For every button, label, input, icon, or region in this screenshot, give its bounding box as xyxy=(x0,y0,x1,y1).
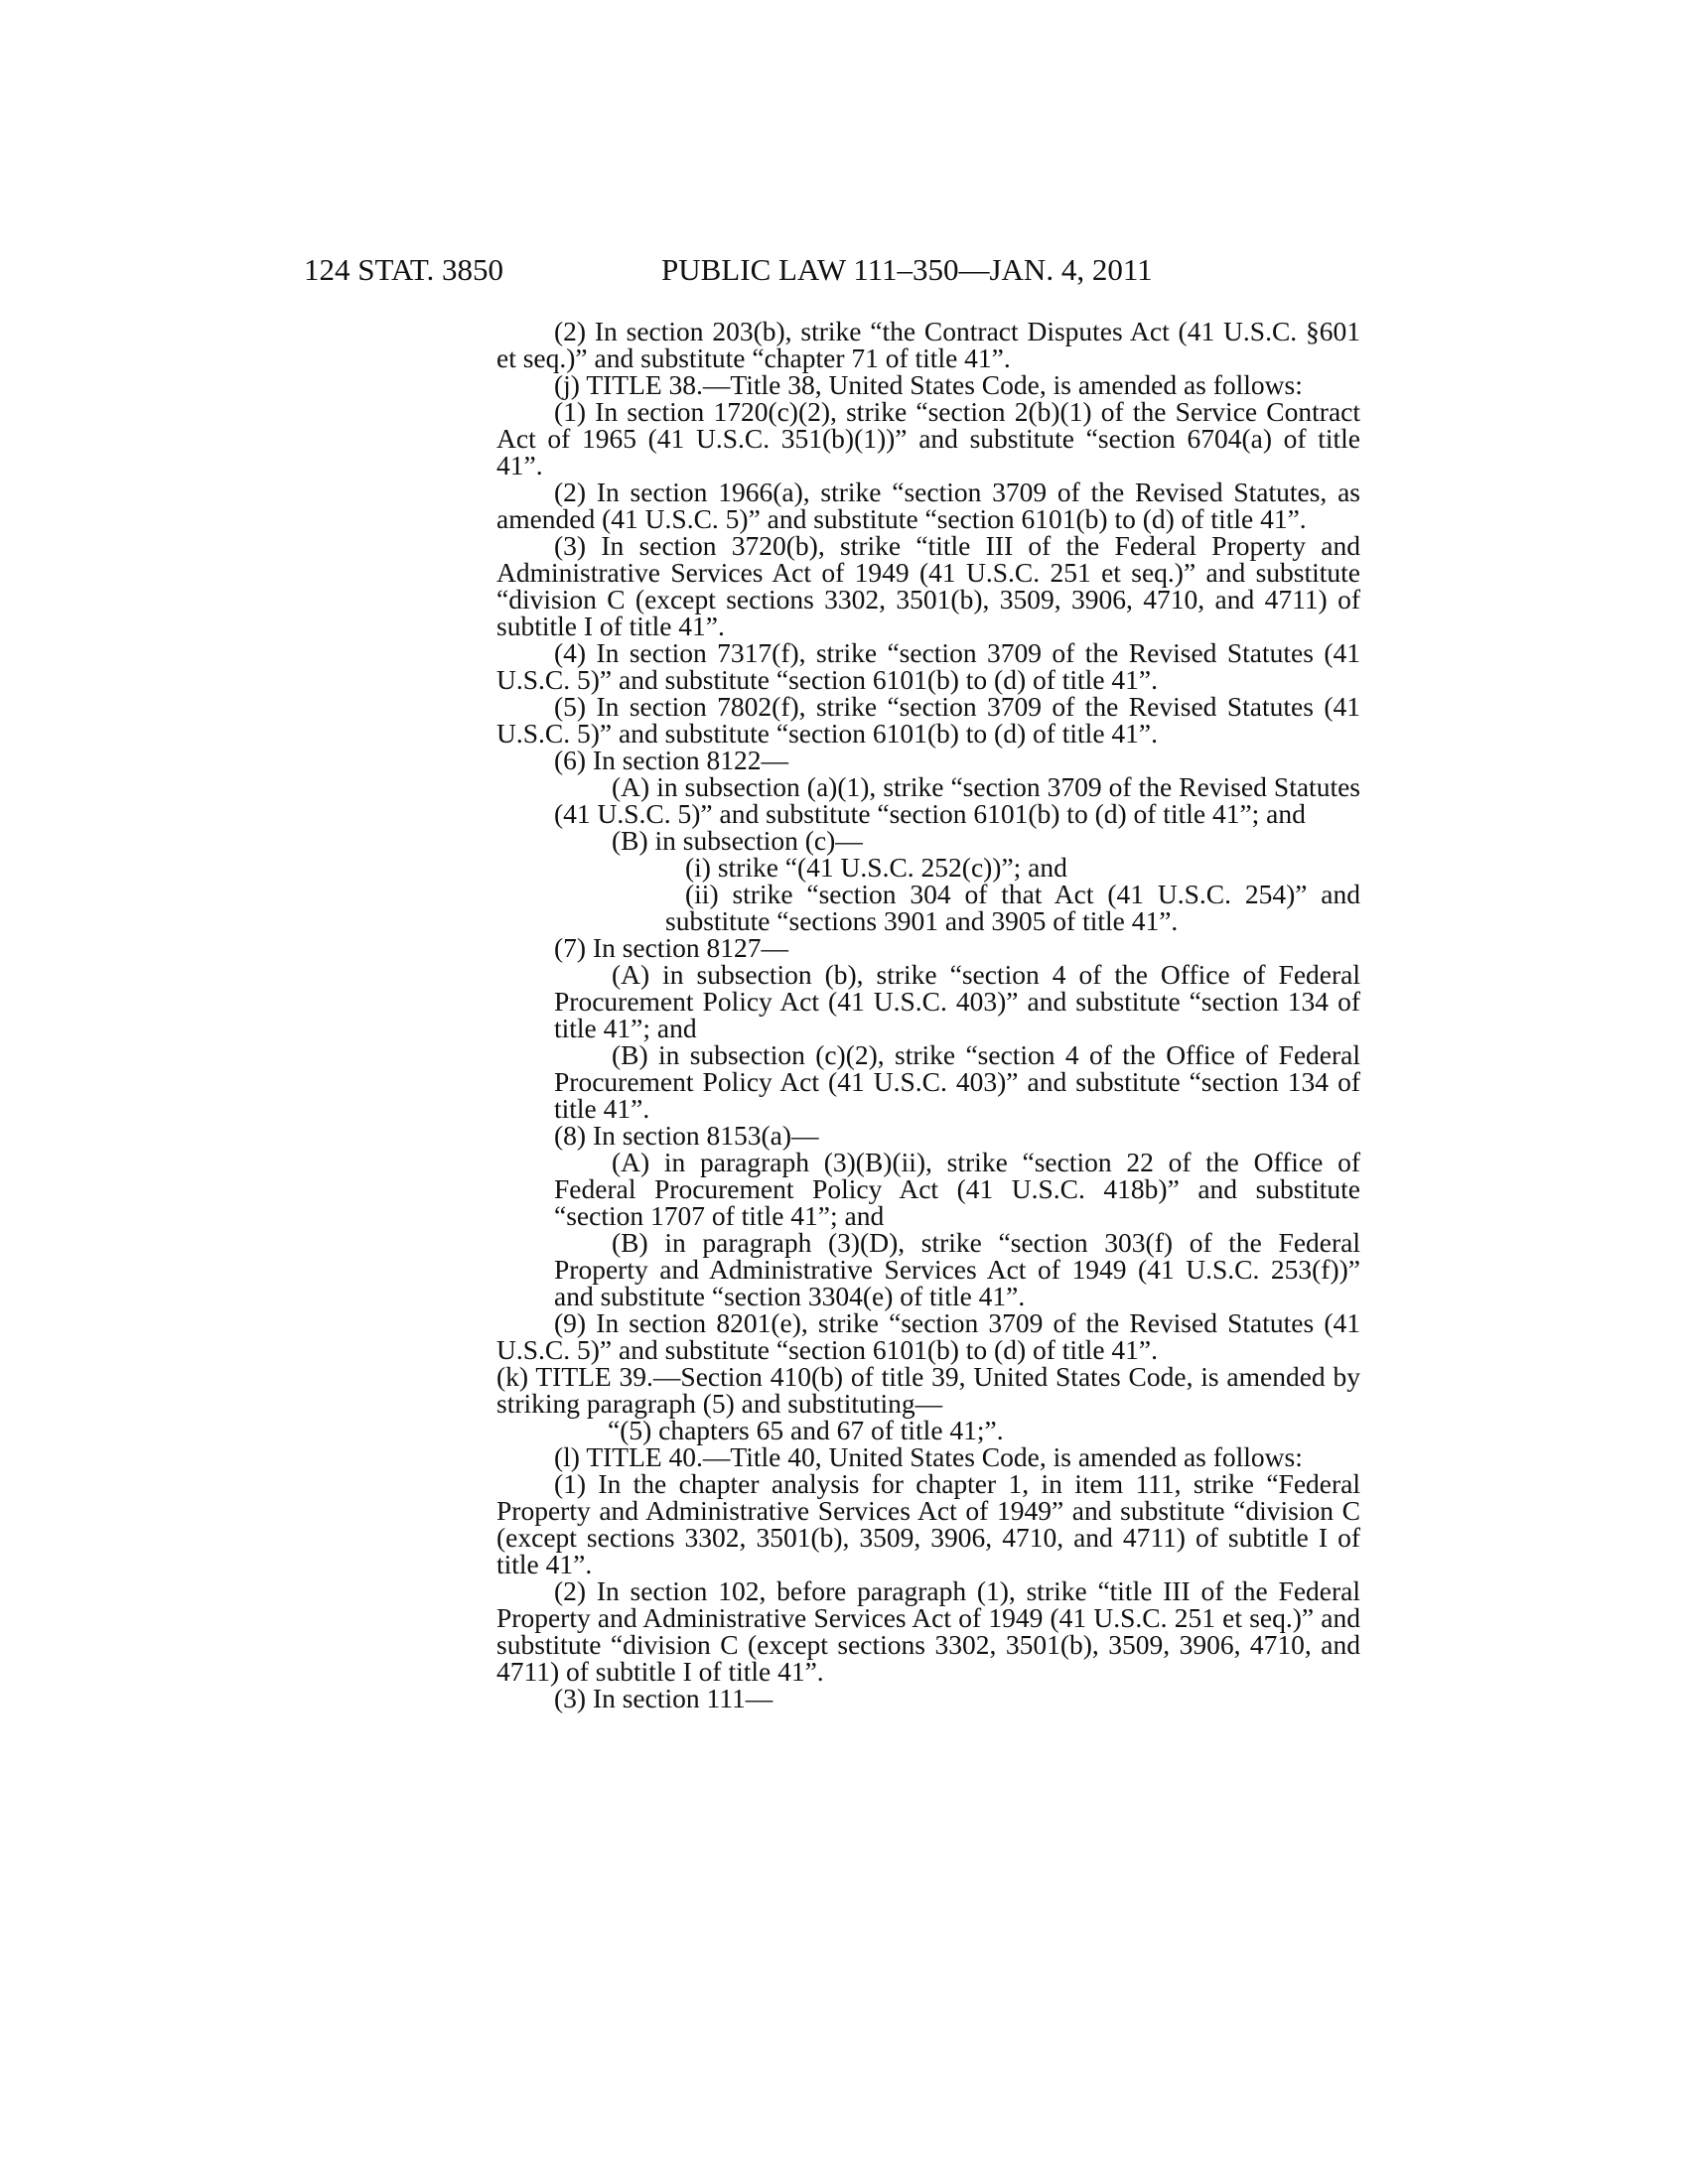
paragraph-j-8: (8) In section 8153(a)— xyxy=(554,1120,819,1151)
subsection-k-title-39: (k) TITLE 39.—Section 410(b) of title 39, United States Code, is amended by striking paragraph (5) and substituting— xyxy=(496,1361,1360,1419)
paragraph-l-3: (3) In section 111— xyxy=(554,1683,774,1713)
paragraph-j-9: (9) In section 8201(e), strike “section 3709 of the Revised Statutes (41 U.S.C. 5)” and substitute “section 6101(b) to (d) of title 41”. xyxy=(496,1307,1360,1365)
paragraph-j-1: (1) In section 1720(c)(2), strike “section 2(b)(1) of the Service Contract Act of 1965 (41 U.S.C. 351(b)(1))” and substitute “section 6704(a) of title 41”. xyxy=(496,396,1360,480)
subsection-l-title-40: (l) TITLE 40.—Title 40, United States Code, is amended as follows: xyxy=(554,1441,1303,1472)
public-law-title: PUBLIC LAW 111–350—JAN. 4, 2011 xyxy=(661,252,1153,287)
paragraph-j-6: (6) In section 8122— xyxy=(554,745,788,775)
paragraph-l-1: (1) In the chapter analysis for chapter 1, in item 111, strike “Federal Property and Administrative Services Act of 1949” and substitute “division C (except sections 3302, 3501(b), 3509, 3906, 4710, and 4711) of subtitle I of title 41”. xyxy=(496,1468,1360,1579)
quoted-paragraph-k-5: “(5) chapters 65 and 67 of title 41;”. xyxy=(608,1415,1004,1445)
statute-page-reference: 124 STAT. 3850 xyxy=(304,252,504,287)
clause-j-6-b-i: (i) strike “(41 U.S.C. 252(c))”; and xyxy=(685,852,1067,883)
running-header xyxy=(304,250,1366,290)
subsection-j-title-38: (j) TITLE 38.—Title 38, United States Code, is amended as follows: xyxy=(554,369,1303,400)
subparagraph-j-7-b: (B) in subsection (c)(2), strike “section 4 of the Office of Federal Procurement Policy Act (41 U.S.C. 403)” and substitute “section 134 of title 41”. xyxy=(554,1039,1360,1124)
paragraph-j-prev-2: (2) In section 203(b), strike “the Contract Disputes Act (41 U.S.C. §601 et seq.)” and substitute “chapter 71 of title 41”. xyxy=(496,316,1360,373)
subparagraph-j-7-a: (A) in subsection (b), strike “section 4 of the Office of Federal Procurement Policy Act (41 U.S.C. 403)” and substitute “section 134 of title 41”; and xyxy=(554,959,1360,1043)
paragraph-j-7: (7) In section 8127— xyxy=(554,932,788,963)
subparagraph-j-6-a: (A) in subsection (a)(1), strike “section 3709 of the Revised Statutes (41 U.S.C. 5)” and substitute “section 6101(b) to (d) of title 41”; and xyxy=(554,771,1360,829)
subparagraph-j-6-b: (B) in subsection (c)— xyxy=(612,825,863,856)
paragraph-l-2: (2) In section 102, before paragraph (1), strike “title III of the Federal Property and Administrative Services Act of 1949 (41 U.S.C. 251 et seq.)” and substitute “division C (except sections 3302, 3501(b), 3509, 3906, 4710, and 4711) of subtitle I of title 41”. xyxy=(496,1575,1360,1687)
document-body xyxy=(496,318,1360,1711)
subparagraph-j-8-a: (A) in paragraph (3)(B)(ii), strike “section 22 of the Office of Federal Procurement Policy Act (41 U.S.C. 418b)” and substitute “section 1707 of title 41”; and xyxy=(554,1147,1360,1231)
paragraph-j-5: (5) In section 7802(f), strike “section 3709 of the Revised Statutes (41 U.S.C. 5)” and substitute “section 6101(b) to (d) of title 41”. xyxy=(496,691,1360,749)
paragraph-j-3: (3) In section 3720(b), strike “title III of the Federal Property and Administrative Services Act of 1949 (41 U.S.C. 251 et seq.)” and substitute “division C (except sections 3302, 3501(b), 3509, 3906, 4710, and 4711) of subtitle I of title 41”. xyxy=(496,530,1360,641)
subparagraph-j-8-b: (B) in paragraph (3)(D), strike “section 303(f) of the Federal Property and Administrative Services Act of 1949 (41 U.S.C. 253(f))” and substitute “section 3304(e) of title 41”. xyxy=(554,1227,1360,1311)
paragraph-j-2: (2) In section 1966(a), strike “section 3709 of the Revised Statutes, as amended (41 U.S.C. 5)” and substitute “section 6101(b) to (d) of title 41”. xyxy=(496,477,1360,534)
paragraph-j-4: (4) In section 7317(f), strike “section 3709 of the Revised Statutes (41 U.S.C. 5)” and substitute “section 6101(b) to (d) of title 41”. xyxy=(496,637,1360,695)
clause-j-6-b-ii: (ii) strike “section 304 of that Act (41 U.S.C. 254)” and substitute “sections 3901 and 3905 of title 41”. xyxy=(665,879,1360,936)
